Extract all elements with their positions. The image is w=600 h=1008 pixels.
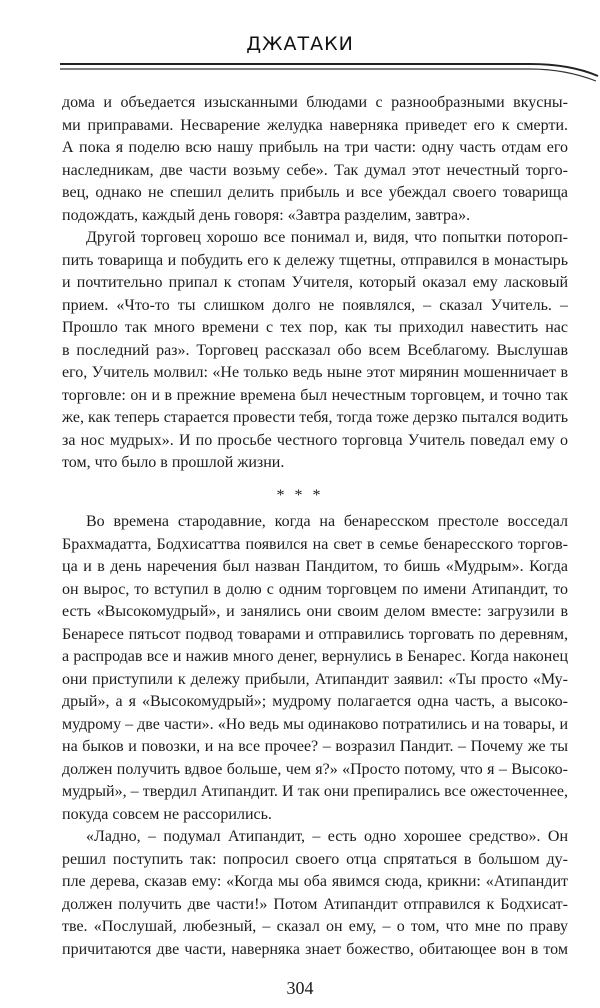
text-line: покуда совсем не рассорились. [62, 805, 272, 823]
text-line: он вырос, то вступил в долю с одним торговцем по имени Атипандит, то [62, 580, 568, 598]
section-1-text [62, 92, 568, 475]
text-line: Брахмадатта, Бодхисаттва появился на свет в семье бенаресского торгов- [62, 535, 568, 553]
text-line: пить товарища и побудить его к дележу тщетны, отправился в монастырь [62, 251, 568, 269]
text-line: «Ладно, – подумал Атипандит, – есть одно хорошее средство». Он [86, 828, 568, 845]
text-line: его, Учитель молвил: «Не только ведь ныне этот мирянин мошенничает в [62, 364, 568, 381]
text-line: пле дерева, сказав ему: «Когда мы оба явимся сюда, крикни: «Атипандит [62, 873, 568, 890]
text-line: вец, однако не спешил делить прибыль и все убеждал своего товарища [62, 184, 568, 201]
text-line: они приступили к дележу прибыли, Атипандит заявил: «Ты просто «Му- [62, 670, 568, 688]
text-line: Бенаресе пятьсот подвод товарами и отправились торговать по деревням, [62, 625, 568, 643]
text-line: наследникам, две части возьму себе». Так думал этот нечестный торго- [62, 161, 568, 179]
text-line: и почтительно припал к стопам Учителя, который оказал ему ласковый [62, 274, 568, 291]
text-line: решил поступить так: попросил своего отца спрятаться в большом ду- [62, 850, 568, 868]
text-line: причитаются две части, наверняка знает божество, обитающее вон в том [62, 940, 568, 958]
text-line: Прошло так много времени с тех пор, как ты приходил навестить нас [62, 319, 568, 336]
text-line: есть «Высокомудрый», и занялись они своим делом вместе: загрузили в [62, 603, 568, 620]
running-header: ДЖАТАКИ [246, 33, 354, 55]
section-separator: * * * [276, 487, 324, 504]
text-line: а распродав все и нажив много денег, вернулись в Бенарес. Когда наконец [62, 648, 568, 665]
text-line: в последний раз». Торговец рассказал обо всем Всеблагому. Выслушав [62, 341, 568, 359]
text-line: на быков и повозки, и на все прочее? – возразил Пандит. – Почему же ты [62, 738, 568, 755]
page-number: 304 [286, 978, 314, 998]
text-line: дома и объедается изысканными блюдами с разнообразными вкусны- [62, 94, 568, 111]
text-line: же, как теперь старается провести тебя, тогда тоже дерзко пытался водить [62, 409, 568, 426]
text-line: за нос мудрых». И по просьбе честного торговца Учитель поведал ему о [62, 431, 568, 449]
text-line: должен получить вдвое больше, чем я?» «Просто потому, что я – Высоко- [62, 760, 568, 778]
text-line: А пока я поделю всю нашу прибыль на три части: одну часть отдам его [62, 139, 568, 156]
text-line: прием. «Что-то ты слишком долго не появлялся, – сказал Учитель. – [62, 296, 568, 314]
text-line: Другой торговец хорошо все понимал и, видя, что попытки потороп- [86, 229, 568, 246]
text-line: тве. «Послушай, любезный, – сказал он ему, – о том, что мне по праву [62, 918, 568, 935]
text-line: том, что было в прошлой жизни. [62, 454, 285, 471]
text-line: подождать, каждый день говоря: «Завтра разделим, завтра». [62, 206, 471, 224]
header-double-rule [60, 58, 600, 88]
text-line: мудрый», – твердил Атипандит. И так они препирались все ожесточеннее, [62, 783, 568, 800]
section-2-text [62, 511, 568, 961]
text-line: ми приправами. Несварение желудка наверняка приведет его к смерти. [62, 116, 568, 134]
text-line: ца и в день наречения был назван Пандитом, то бишь «Мудрым». Когда [62, 558, 568, 575]
text-line: дрый», а я «Высокомудрый»; мудрому полагается одна часть, а высоко- [62, 693, 568, 710]
text-line: Во времена стародавние, когда на бенаресском престоле восседал [86, 513, 568, 530]
text-line: мудрому – две части». «Но ведь мы одинаково потратились и на товары, и [62, 715, 568, 733]
text-line: торговле: он и в прежние времена был нечестным торговцем, и точно так [62, 386, 568, 404]
text-line: должен получить две части!» Потом Атипандит отправился к Бодхисат- [62, 895, 568, 913]
